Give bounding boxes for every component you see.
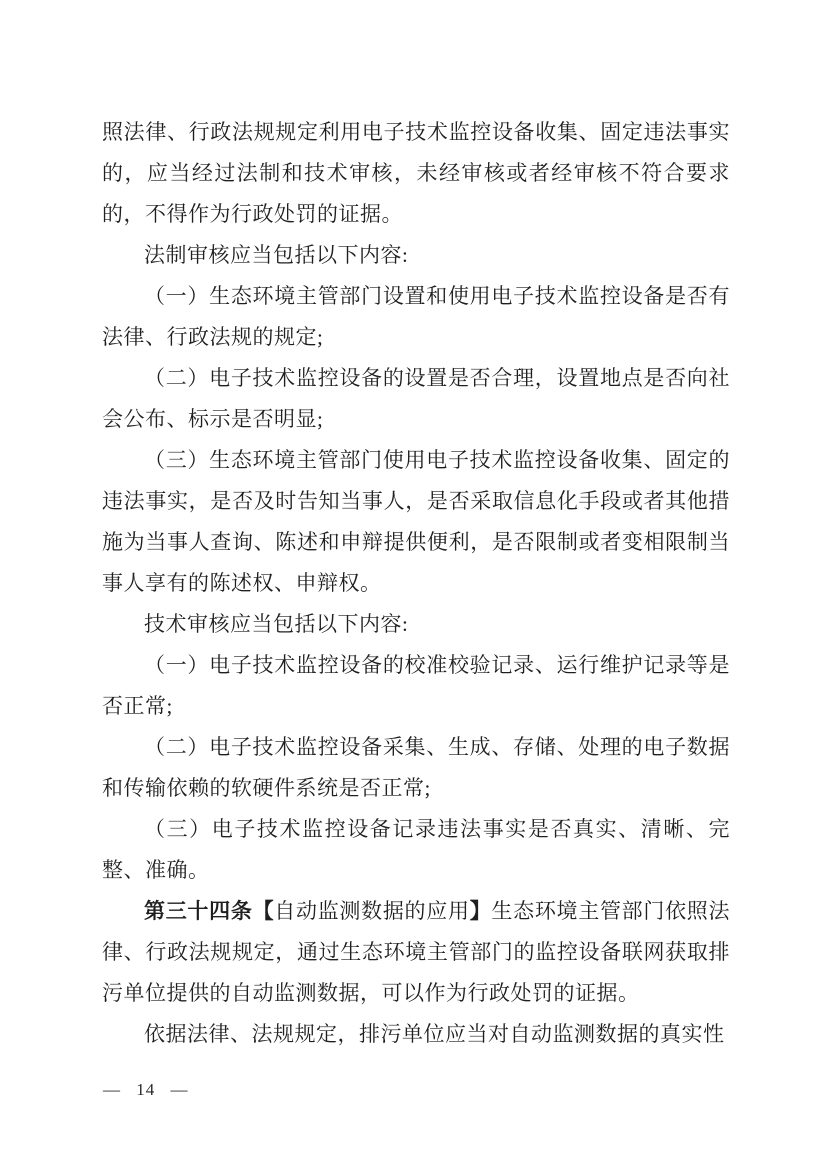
text-run: 依据法律、法规规定，排污单位应当对自动监测数据的真实性: [144, 1022, 725, 1046]
text-run: 技术审核应当包括以下内容:: [144, 612, 409, 636]
text-run: （三）电子技术监控设备记录违法事实是否真实、清晰、完整、准确。: [102, 817, 730, 882]
paragraph: [102, 604, 730, 645]
paragraph: [102, 358, 730, 440]
paragraph: [102, 235, 730, 276]
bold-text-run: 第三十四条: [144, 900, 253, 923]
text-run: 照法律、行政法规规定利用电子技术监控设备收集、固定违法事实的，应当经过法制和技术审核，未经审核或者经审核不符合要求的，不得作为行政处罚的证据。: [102, 120, 730, 226]
text-run: 生态环境主管部门依照法律、行政法规规定，通过生态环境主管部门的监控设备联网获取排污单位提供的自动监测数据，可以作为行政处罚的证据。: [102, 899, 731, 1005]
text-run: 自动监测数据的应用: [274, 899, 470, 923]
text-run: （一）电子技术监控设备的校准校验记录、运行维护记录等是否正常;: [102, 653, 730, 718]
paragraph: [102, 891, 730, 1014]
text-run: （三）生态环境主管部门使用电子技术监控设备收集、固定的违法事实，是否及时告知当事人，是否采取信息化手段或者其他措施为当事人查询、陈述和申辩提供便利，是否限制或者变相限制当事人享有的陈述权、申辩权。: [102, 448, 730, 595]
document-body: [102, 112, 730, 1055]
text-run: 法制审核应当包括以下内容:: [144, 243, 409, 267]
paragraph: [102, 727, 730, 809]
paragraph: [102, 440, 730, 604]
paragraph: [102, 112, 730, 235]
page-number: — 14 —: [103, 1080, 189, 1099]
paragraph: [102, 809, 730, 891]
paragraph: [102, 276, 730, 358]
bold-text-run: 【: [252, 900, 275, 923]
paragraph: [102, 1014, 730, 1055]
paragraph: [102, 645, 730, 727]
bold-text-run: 】: [469, 900, 492, 923]
text-run: （二）电子技术监控设备的设置是否合理，设置地点是否向社会公布、标示是否明显;: [102, 366, 730, 431]
text-run: （二）电子技术监控设备采集、生成、存储、处理的电子数据和传输依赖的软硬件系统是否正常;: [102, 735, 730, 800]
text-run: （一）生态环境主管部门设置和使用电子技术监控设备是否有法律、行政法规的规定;: [102, 284, 730, 349]
